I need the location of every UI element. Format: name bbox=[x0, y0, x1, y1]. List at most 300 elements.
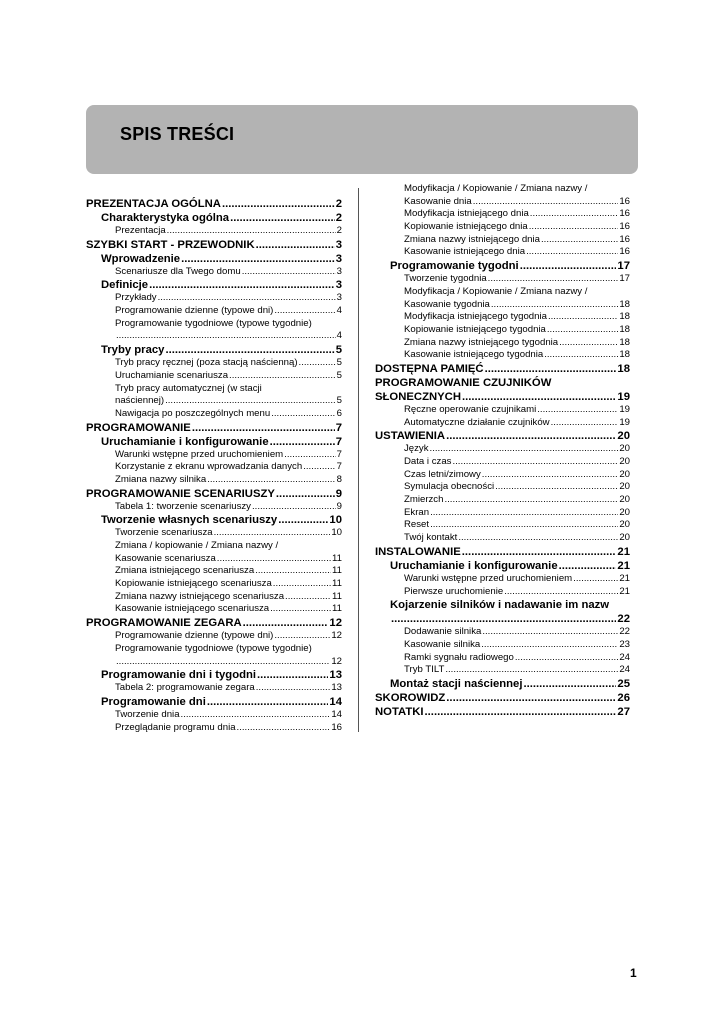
toc-entry-page: 18 bbox=[619, 336, 630, 348]
toc-right-column bbox=[375, 183, 630, 719]
toc-entry-title: SZYBKI START - PRZEWODNIK bbox=[86, 238, 255, 251]
toc-entry-page: 12 bbox=[329, 617, 342, 630]
toc-entry[interactable] bbox=[375, 573, 630, 586]
toc-entry[interactable] bbox=[375, 519, 630, 532]
toc-entry-title: Tabela 2: programowanie zegara bbox=[115, 682, 255, 694]
toc-entry-title: Kasowanie tygodnia bbox=[404, 298, 490, 310]
toc-entry[interactable] bbox=[86, 421, 342, 435]
toc-entry-title: Przeglądanie programu dnia bbox=[115, 721, 236, 733]
dot-leader bbox=[167, 225, 336, 238]
toc-entry-page: 8 bbox=[336, 473, 342, 485]
dot-leader bbox=[255, 565, 331, 578]
toc-entry-page: 16 bbox=[331, 721, 342, 733]
toc-entry-page: 12 bbox=[331, 630, 342, 642]
toc-entry[interactable] bbox=[375, 311, 630, 324]
toc-entry[interactable] bbox=[86, 695, 342, 709]
dot-leader bbox=[256, 682, 331, 695]
toc-entry-title: Ekran bbox=[404, 506, 430, 518]
toc-entry-page: 9 bbox=[335, 487, 342, 500]
dot-leader bbox=[276, 487, 335, 501]
toc-entry[interactable] bbox=[375, 349, 630, 362]
toc-entry[interactable] bbox=[86, 252, 342, 266]
toc-entry-page: 18 bbox=[619, 323, 630, 335]
toc-entry-page: 5 bbox=[336, 395, 342, 407]
dot-leader bbox=[559, 559, 617, 573]
dot-leader bbox=[270, 603, 331, 616]
toc-entry-title: Definicje bbox=[101, 279, 149, 292]
toc-entry-title: Pierwsze uruchomienie bbox=[404, 585, 504, 597]
toc-entry-title: Kasowanie istniejącego scenariusza bbox=[115, 603, 270, 615]
dot-leader bbox=[529, 221, 619, 234]
toc-entry[interactable] bbox=[375, 273, 630, 286]
toc-entry-title: Kasowanie silnika bbox=[404, 638, 481, 650]
toc-entry[interactable] bbox=[86, 211, 342, 225]
toc-entry-title: Tryby pracy bbox=[101, 344, 165, 357]
dot-leader bbox=[222, 197, 335, 211]
toc-entry-title: Programowanie tygodni bbox=[390, 260, 519, 273]
toc-entry-title: Programowanie dzienne (typowe dni) bbox=[115, 630, 274, 642]
page-title: SPIS TREŚCI bbox=[120, 124, 235, 144]
toc-entry-title: Uruchamianie i konfigurowanie bbox=[101, 435, 269, 448]
toc-entry-page: 16 bbox=[619, 221, 630, 233]
dot-leader bbox=[274, 305, 335, 318]
toc-entry[interactable] bbox=[86, 527, 342, 540]
toc-entry-page: 10 bbox=[331, 527, 342, 539]
toc-entry-page: 22 bbox=[619, 626, 630, 638]
toc-entry[interactable] bbox=[86, 197, 342, 211]
toc-entry-title: Programowanie dni bbox=[101, 695, 206, 708]
dot-leader bbox=[462, 545, 617, 559]
toc-entry-page: 6 bbox=[336, 407, 342, 419]
toc-entry[interactable] bbox=[86, 553, 342, 566]
toc-entry[interactable] bbox=[375, 639, 630, 652]
toc-entry-title: PROGRAMOWANIE bbox=[86, 421, 191, 434]
dot-leader bbox=[252, 501, 336, 514]
toc-entry-page: 18 bbox=[619, 298, 630, 310]
dot-leader bbox=[425, 705, 617, 719]
toc-entry[interactable] bbox=[86, 225, 342, 238]
dot-leader bbox=[520, 259, 617, 273]
toc-entry-page: 4 bbox=[336, 330, 342, 342]
toc-entry[interactable] bbox=[375, 324, 630, 337]
toc-entry-title: Kopiowanie istniejącego tygodnia bbox=[404, 323, 546, 335]
dot-leader bbox=[229, 370, 336, 383]
toc-entry[interactable] bbox=[86, 578, 342, 591]
toc-entry-title: Język bbox=[404, 443, 429, 455]
toc-entry[interactable] bbox=[86, 630, 342, 643]
toc-entry-title: Modyfikacja / Kopiowanie / Zmiana nazwy / bbox=[404, 183, 588, 194]
dot-leader bbox=[165, 395, 336, 408]
toc-entry-title: Korzystanie z ekranu wprowadzania danych bbox=[115, 461, 303, 473]
toc-entry-page: 11 bbox=[332, 590, 342, 602]
toc-entry-title: Zmiana / kopiowanie / Zmiana nazwy / bbox=[115, 540, 279, 551]
toc-entry-title: Reset bbox=[404, 519, 430, 531]
dot-leader bbox=[504, 586, 618, 599]
toc-entry-page: 10 bbox=[329, 514, 342, 527]
toc-entry-title: INSTALOWANIE bbox=[375, 545, 461, 558]
toc-entry-title: Prezentacja bbox=[115, 225, 166, 236]
toc-entry-title: Charakterystyka ogólna bbox=[101, 212, 230, 224]
toc-entry-title: Warunki wstępne przed uruchomieniem bbox=[404, 572, 573, 584]
toc-entry-title: Data i czas bbox=[404, 456, 452, 467]
toc-entry[interactable] bbox=[86, 540, 342, 553]
dot-leader bbox=[243, 616, 329, 630]
toc-entry[interactable] bbox=[375, 196, 630, 209]
toc-entry[interactable] bbox=[86, 435, 342, 449]
toc-entry-title: USTAWIENIA bbox=[375, 430, 446, 443]
dot-leader bbox=[495, 481, 618, 494]
toc-entry[interactable] bbox=[86, 682, 342, 695]
toc-entry-page: 19 bbox=[617, 390, 630, 403]
toc-entry[interactable] bbox=[86, 461, 342, 474]
toc-entry[interactable] bbox=[375, 259, 630, 273]
toc-entry-page: 18 bbox=[619, 349, 630, 361]
toc-entry-page: 3 bbox=[335, 252, 342, 265]
toc-entry[interactable] bbox=[375, 598, 630, 612]
toc-entry[interactable] bbox=[375, 234, 630, 247]
toc-entry-title: Programowanie dni i tygodni bbox=[101, 669, 257, 682]
toc-entry-page: 2 bbox=[335, 212, 342, 224]
toc-entry-title: Montaż stacji naściennej bbox=[390, 677, 523, 690]
toc-entry-title: Czas letni/zimowy bbox=[404, 468, 481, 480]
toc-entry-page: 11 bbox=[332, 552, 342, 564]
toc-entry[interactable] bbox=[86, 395, 342, 408]
toc-entry-page: 11 bbox=[332, 565, 342, 577]
toc-entry-title: Kasowanie istniejącego dnia bbox=[404, 246, 526, 258]
dot-leader bbox=[207, 474, 335, 487]
dot-leader bbox=[217, 553, 331, 566]
toc-entry-page: 21 bbox=[619, 585, 630, 597]
toc-entry-title: DOSTĘPNA PAMIĘĆ bbox=[375, 362, 484, 375]
toc-entry-title: Tryb TILT bbox=[404, 664, 445, 676]
toc-entry-title: Kopiowanie istniejącego dnia bbox=[404, 221, 528, 233]
dot-leader bbox=[181, 252, 335, 266]
toc-entry[interactable] bbox=[375, 507, 630, 520]
toc-entry[interactable] bbox=[86, 501, 342, 514]
toc-entry-title: Programowanie tygodniowe (typowe tygodnie) bbox=[115, 317, 312, 329]
dot-leader bbox=[526, 246, 618, 259]
toc-entry[interactable] bbox=[375, 208, 630, 221]
toc-entry[interactable] bbox=[375, 183, 630, 196]
dot-leader bbox=[274, 630, 330, 643]
toc-entry-title: Kasowanie istniejącego tygodnia bbox=[404, 349, 544, 361]
toc-entry-page: 7 bbox=[335, 421, 342, 434]
toc-entry-page: 3 bbox=[335, 279, 342, 292]
toc-entry[interactable] bbox=[375, 559, 630, 573]
toc-entry-title: Symulacja obecności bbox=[404, 481, 495, 493]
toc-entry-page: 17 bbox=[617, 260, 630, 273]
toc-entry-page: 14 bbox=[331, 708, 342, 720]
toc-entry-page: 21 bbox=[619, 572, 630, 584]
toc-entry[interactable] bbox=[86, 238, 342, 252]
dot-leader bbox=[242, 266, 336, 279]
dot-leader bbox=[530, 208, 619, 221]
dot-leader bbox=[573, 573, 618, 586]
dot-leader bbox=[158, 292, 336, 305]
toc-entry-page: 25 bbox=[617, 677, 630, 690]
toc-entry-page: 16 bbox=[619, 195, 630, 207]
toc-entry-title: Programowanie dzienne (typowe dni) bbox=[115, 305, 274, 317]
toc-entry-page: 26 bbox=[617, 691, 630, 704]
toc-entry[interactable] bbox=[86, 408, 342, 421]
toc-entry[interactable] bbox=[375, 612, 630, 626]
toc-entry[interactable] bbox=[86, 330, 342, 343]
toc-entry[interactable] bbox=[375, 221, 630, 234]
toc-entry[interactable] bbox=[86, 305, 342, 318]
toc-entry-page: 3 bbox=[335, 238, 342, 251]
toc-entry[interactable] bbox=[375, 494, 630, 507]
dot-leader bbox=[551, 417, 619, 430]
dot-leader bbox=[257, 668, 328, 682]
toc-entry-title: Uruchamianie scenariusza bbox=[115, 369, 229, 381]
toc-entry[interactable] bbox=[86, 603, 342, 616]
toc-entry-title: Zmiana nazwy istniejącego tygodnia bbox=[404, 336, 559, 348]
toc-entry-title: naściennej) bbox=[115, 395, 165, 407]
toc-entry[interactable] bbox=[86, 709, 342, 722]
dot-leader bbox=[446, 429, 616, 443]
toc-entry-page: 24 bbox=[619, 651, 630, 663]
dot-leader bbox=[256, 238, 335, 252]
toc-entry-title: Tworzenie dnia bbox=[115, 708, 180, 720]
toc-entry-title: Wprowadzenie bbox=[101, 252, 181, 265]
toc-entry-page: 4 bbox=[336, 305, 342, 317]
toc-entry-title: Kasowanie scenariusza bbox=[115, 552, 216, 564]
toc-entry-page: 11 bbox=[332, 578, 342, 590]
dot-leader bbox=[230, 211, 335, 225]
toc-entry-page: 9 bbox=[336, 500, 342, 512]
dot-leader bbox=[523, 677, 616, 691]
dot-leader bbox=[485, 362, 617, 376]
toc-entry-page: 20 bbox=[619, 506, 630, 518]
toc-entry-page: 2 bbox=[336, 225, 342, 236]
dot-leader bbox=[116, 656, 330, 669]
toc-entry[interactable] bbox=[86, 292, 342, 305]
dot-leader bbox=[547, 324, 618, 337]
toc-entry[interactable] bbox=[375, 376, 630, 390]
dot-leader bbox=[446, 691, 616, 705]
toc-entry[interactable] bbox=[375, 286, 630, 299]
toc-entry[interactable] bbox=[86, 357, 342, 370]
toc-entry-page: 20 bbox=[619, 519, 630, 531]
toc-entry[interactable] bbox=[375, 362, 630, 376]
toc-entry-page: 23 bbox=[619, 638, 630, 650]
toc-entry-page: 7 bbox=[336, 461, 342, 473]
toc-entry-page: 12 bbox=[331, 655, 342, 667]
dot-leader bbox=[165, 343, 334, 357]
toc-entry-title: Modyfikacja istniejącego dnia bbox=[404, 208, 529, 220]
toc-entry-page: 16 bbox=[619, 208, 630, 220]
dot-leader bbox=[544, 349, 618, 362]
toc-entry[interactable] bbox=[86, 278, 342, 292]
toc-entry-page: 27 bbox=[617, 705, 630, 718]
toc-entry-title: PREZENTACJA OGÓLNA bbox=[86, 198, 221, 210]
toc-entry[interactable] bbox=[375, 545, 630, 559]
dot-leader bbox=[430, 519, 618, 532]
toc-entry-title: Kojarzenie silników i nadawanie im nazw bbox=[390, 599, 610, 612]
toc-entry-page: 18 bbox=[617, 362, 630, 375]
toc-entry[interactable] bbox=[86, 643, 342, 656]
toc-entry[interactable] bbox=[86, 449, 342, 462]
toc-entry-title: SKOROWIDZ bbox=[375, 691, 446, 704]
toc-entry-title: Zmierzch bbox=[404, 494, 444, 506]
toc-entry[interactable] bbox=[86, 616, 342, 630]
toc-entry-title: Tworzenie tygodnia bbox=[404, 273, 487, 285]
toc-entry-title: Modyfikacja / Kopiowanie / Zmiana nazwy / bbox=[404, 285, 588, 297]
toc-entry-page: 3 bbox=[336, 292, 342, 304]
toc-entry-page: 20 bbox=[619, 456, 630, 467]
toc-entry[interactable] bbox=[375, 532, 630, 545]
dot-leader bbox=[458, 532, 618, 545]
toc-entry[interactable] bbox=[375, 705, 630, 719]
dot-leader bbox=[430, 443, 619, 456]
toc-entry-page: 22 bbox=[617, 613, 630, 626]
toc-entry[interactable] bbox=[375, 299, 630, 312]
dot-leader bbox=[273, 578, 331, 591]
dot-leader bbox=[491, 299, 618, 312]
dot-leader bbox=[488, 273, 619, 286]
toc-entry[interactable] bbox=[375, 691, 630, 705]
toc-entry-title: Programowanie tygodniowe (typowe tygodnie) bbox=[115, 642, 312, 654]
dot-leader bbox=[462, 390, 616, 404]
toc-entry[interactable] bbox=[375, 626, 630, 639]
dot-leader bbox=[284, 449, 336, 462]
toc-entry-page: 21 bbox=[617, 559, 630, 572]
toc-entry-page: 14 bbox=[329, 695, 342, 708]
toc-entry-page: 17 bbox=[619, 273, 630, 285]
toc-entry-title: Warunki wstępne przed uruchomieniem bbox=[115, 448, 284, 460]
toc-entry-page: 24 bbox=[619, 664, 630, 676]
toc-entry-page: 13 bbox=[329, 669, 342, 682]
toc-entry[interactable] bbox=[86, 722, 342, 735]
dot-leader bbox=[537, 404, 618, 417]
toc-entry-page: 21 bbox=[617, 545, 630, 558]
toc-entry[interactable] bbox=[86, 591, 342, 604]
toc-entry[interactable] bbox=[86, 668, 342, 682]
toc-entry-page: 2 bbox=[335, 198, 342, 210]
toc-entry-title: Scenariusze dla Twego domu bbox=[115, 265, 241, 277]
toc-entry-title: Uruchamianie i konfigurowanie bbox=[390, 559, 558, 572]
toc-entry-title: PROGRAMOWANIE ZEGARA bbox=[86, 617, 242, 630]
toc-entry-title: Kasowanie dnia bbox=[404, 195, 472, 207]
toc-entry-page: 5 bbox=[336, 369, 342, 381]
toc-entry[interactable] bbox=[375, 481, 630, 494]
toc-entry-title: Przykłady bbox=[115, 292, 157, 304]
toc-entry-title: Zmiana istniejącego scenariusza bbox=[115, 565, 255, 577]
toc-entry[interactable] bbox=[86, 656, 342, 669]
toc-entry[interactable] bbox=[375, 456, 630, 469]
toc-entry-page: 16 bbox=[619, 233, 630, 245]
dot-leader bbox=[452, 456, 618, 469]
toc-entry-title: Tworzenie własnych scenariuszy bbox=[101, 514, 278, 527]
dot-leader bbox=[481, 639, 618, 652]
dot-leader bbox=[278, 513, 328, 527]
toc-entry[interactable] bbox=[86, 565, 342, 578]
column-divider bbox=[358, 188, 359, 732]
toc-entry[interactable] bbox=[86, 487, 342, 501]
toc-entry[interactable] bbox=[375, 677, 630, 691]
toc-entry-page: 20 bbox=[619, 468, 630, 480]
toc-entry[interactable] bbox=[375, 390, 630, 404]
toc-entry-title: Tworzenie scenariusza bbox=[115, 527, 213, 539]
toc-entry-page: 13 bbox=[331, 682, 342, 694]
dot-leader bbox=[149, 278, 335, 292]
toc-entry[interactable] bbox=[375, 246, 630, 259]
dot-leader bbox=[299, 357, 336, 370]
dot-leader bbox=[548, 311, 618, 324]
toc-entry-page: 19 bbox=[619, 403, 630, 415]
toc-entry[interactable] bbox=[375, 443, 630, 456]
dot-leader bbox=[444, 494, 618, 507]
toc-entry-title: Zmiana nazwy silnika bbox=[115, 473, 207, 485]
toc-entry[interactable] bbox=[86, 343, 342, 357]
toc-entry[interactable] bbox=[86, 370, 342, 383]
toc-entry[interactable] bbox=[375, 417, 630, 430]
dot-leader bbox=[303, 461, 335, 474]
toc-entry[interactable] bbox=[375, 469, 630, 482]
toc-entry-page: 19 bbox=[619, 416, 630, 428]
toc-entry[interactable] bbox=[375, 652, 630, 665]
toc-entry-page: 7 bbox=[335, 435, 342, 448]
toc-entry-title: Nawigacja po poszczególnych menu bbox=[115, 407, 271, 419]
dot-leader bbox=[207, 695, 329, 709]
toc-entry-page: 20 bbox=[619, 494, 630, 506]
toc-entry-title: Automatyczne działanie czujników bbox=[404, 416, 550, 428]
dot-leader bbox=[473, 196, 619, 209]
dot-leader bbox=[116, 330, 336, 343]
toc-entry[interactable] bbox=[375, 664, 630, 677]
toc-entry[interactable] bbox=[375, 429, 630, 443]
toc-entry-title: NOTATKI bbox=[375, 705, 424, 718]
toc-entry-title: Ramki sygnału radiowego bbox=[404, 651, 514, 663]
toc-entry[interactable] bbox=[86, 513, 342, 527]
toc-entry-title: Twój kontakt bbox=[404, 532, 458, 544]
dot-leader bbox=[482, 626, 618, 639]
toc-entry[interactable] bbox=[86, 383, 342, 396]
toc-entry-title: Kopiowanie istniejącego scenariusza bbox=[115, 578, 272, 590]
toc-entry-title: PROGRAMOWANIE SCENARIUSZY bbox=[86, 487, 275, 500]
toc-entry-page: 20 bbox=[619, 481, 630, 493]
toc-entry[interactable] bbox=[86, 474, 342, 487]
dot-leader bbox=[270, 435, 335, 449]
toc-entry-page: 7 bbox=[336, 448, 342, 460]
toc-entry[interactable] bbox=[375, 337, 630, 350]
dot-leader bbox=[391, 612, 616, 626]
toc-entry-title: Tryb pracy automatycznej (w stacji bbox=[115, 382, 262, 394]
toc-entry-title: Modyfikacja istniejącego tygodnia bbox=[404, 311, 547, 323]
toc-entry-page: 16 bbox=[619, 246, 630, 258]
dot-leader bbox=[214, 527, 331, 540]
dot-leader bbox=[541, 234, 618, 247]
toc-entry-page: 11 bbox=[332, 603, 342, 615]
toc-entry[interactable] bbox=[375, 586, 630, 599]
dot-leader bbox=[515, 652, 618, 665]
title-banner bbox=[86, 105, 638, 174]
toc-entry-page: 5 bbox=[336, 357, 342, 369]
toc-entry-title: Zmiana nazwy istniejącego scenariusza bbox=[115, 590, 285, 602]
toc-entry-title: Tryb pracy ręcznej (poza stacją naścienną) bbox=[115, 357, 298, 369]
toc-entry-title: Ręczne operowanie czujnikami bbox=[404, 403, 537, 415]
toc-entry[interactable] bbox=[86, 318, 342, 331]
dot-leader bbox=[445, 664, 618, 677]
toc-entry[interactable] bbox=[86, 266, 342, 279]
toc-entry[interactable] bbox=[375, 404, 630, 417]
toc-entry-page: 20 bbox=[617, 430, 630, 443]
dot-leader bbox=[237, 722, 331, 735]
dot-leader bbox=[181, 709, 331, 722]
toc-entry-title: SŁONECZNYCH bbox=[375, 390, 461, 403]
page-number: 1 bbox=[630, 966, 637, 980]
dot-leader bbox=[559, 337, 618, 350]
